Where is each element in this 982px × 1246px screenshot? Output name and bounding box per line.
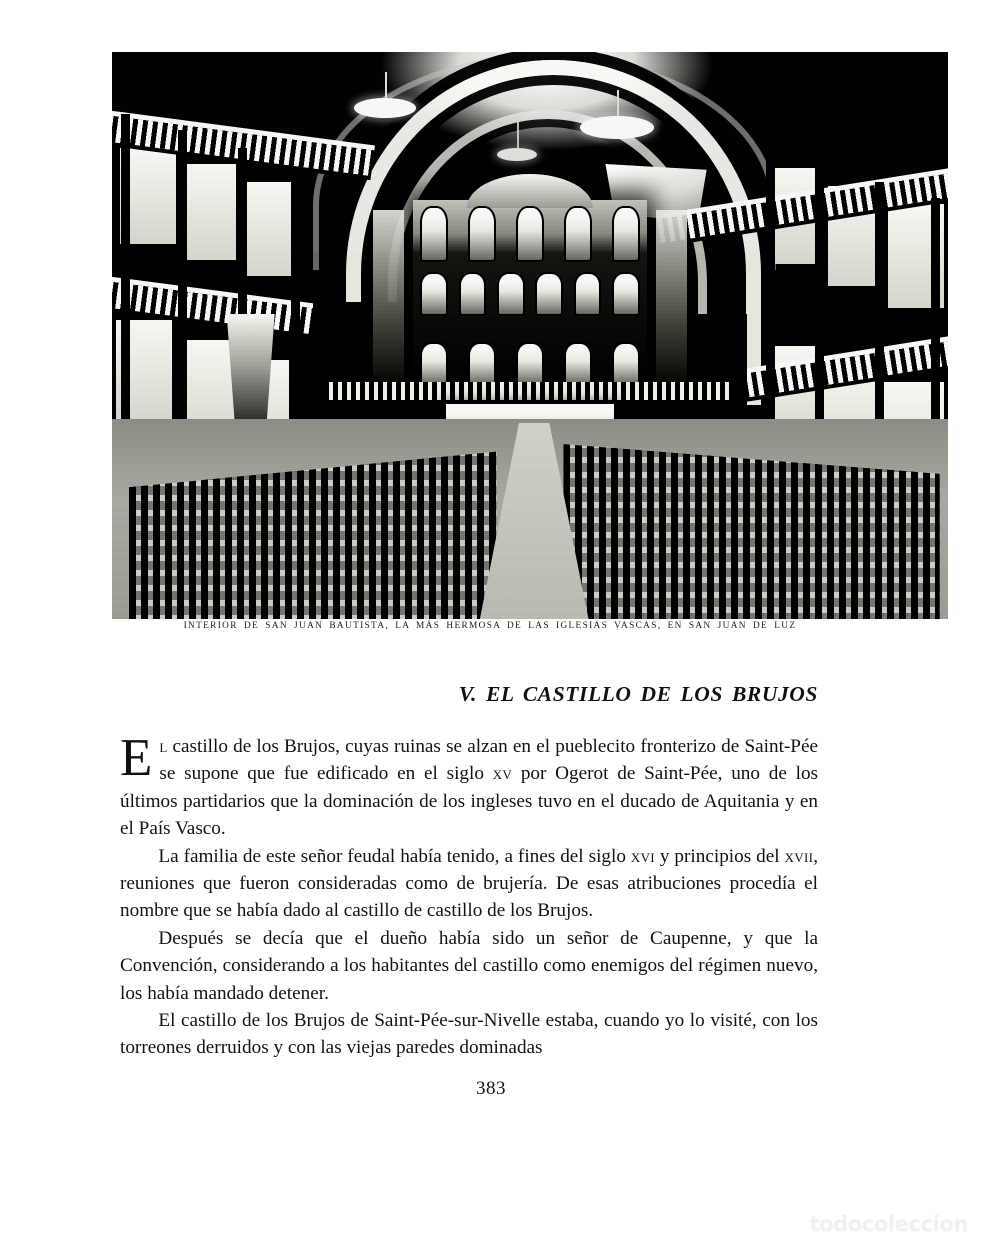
drop-cap: E [120,729,153,787]
interior-photograph-figure [112,52,948,619]
communion-rail [329,382,730,400]
paragraph-1-text-a: castillo de los Brujos, cuyas ruinas se alzan en el pueblecito fronterizo de Saint-Pée se supone que fue edificado en el siglo [159,736,818,785]
ceiling-lamp-icon [497,148,537,161]
statue-niche [470,344,494,384]
section-heading: V. EL CASTILLO DE LOS BRUJOS [458,682,818,706]
paragraph-1 [120,729,819,843]
altarpiece-wing-left [373,210,403,400]
statue-niche [566,208,590,260]
todocoleccion-watermark: todocoleccion [809,1212,968,1236]
statue-niche [614,208,638,260]
statue-niche [614,344,638,384]
text-column [120,682,818,1062]
figure-caption: INTERIOR DE SAN JUAN BAUTISTA, LA MÁS HERMOSA DE LAS IGLESIAS VASCAS, EN SAN JUAN DE LUZ [183,621,797,631]
interior-photograph [112,52,948,619]
paragraph-2-text-c: , reuniones que fueron consideradas como de brujería. De esas atribuciones procedía el nombre que se había dado al castillo de castillo de los Brujos. [120,845,818,922]
paragraph-1-text-b: por Ogerot de Saint-Pée, uno de los últimos partidarios que la dominación de los ingleses tuvo en el ducado de Aquitania y en el País Vasco. [120,763,819,840]
altarpiece-niche-row [422,344,637,384]
statue-niche [499,274,523,314]
statue-niche [518,208,542,260]
statue-niche [614,274,638,314]
statue-niche [470,208,494,260]
paragraph-2-roman-numeral-2: xvii [784,845,814,867]
paragraph-3: Después se decía que el dueño había sido un señor de Caupenne, y que la Convención, considerando a los habitantes del castillo como enemigos del régimen nuevo, los había mandado detener. [120,927,818,1004]
paragraph-2 [120,843,818,925]
gallery-post [178,130,187,430]
paragraph-4: El castillo de los Brujos de Saint-Pée-sur-Nivelle estaba, cuando yo lo visité, con los torreones derruidos y con las viejas paredes dominadas [120,1010,818,1059]
altarpiece-wing-right [656,210,686,400]
statue-niche [566,344,590,384]
altarpiece-niche-row [422,208,637,260]
paragraph-2-text-b: y principios del [654,845,785,867]
page-number: 383 [476,1078,506,1099]
paragraph-2-text-a: La familia de este señor feudal había tenido, a fines del siglo [158,845,631,867]
statue-niche [422,208,446,260]
statue-niche [518,344,542,384]
statue-niche [422,274,446,314]
statue-niche [537,274,561,314]
statue-niche [576,274,600,314]
statue-niche [461,274,485,314]
gallery-panel [183,164,236,260]
paragraph-1-smallcaps-lead: l [159,736,168,757]
gallery-post [121,114,130,444]
paragraph-1-roman-numeral: xv [492,763,513,785]
gallery-post [291,170,300,460]
paragraph-2-roman-numeral-1: xvi [630,845,655,867]
gallery-panel [244,182,293,276]
statue-niche [422,344,446,384]
altarpiece-niche-row [422,274,637,314]
